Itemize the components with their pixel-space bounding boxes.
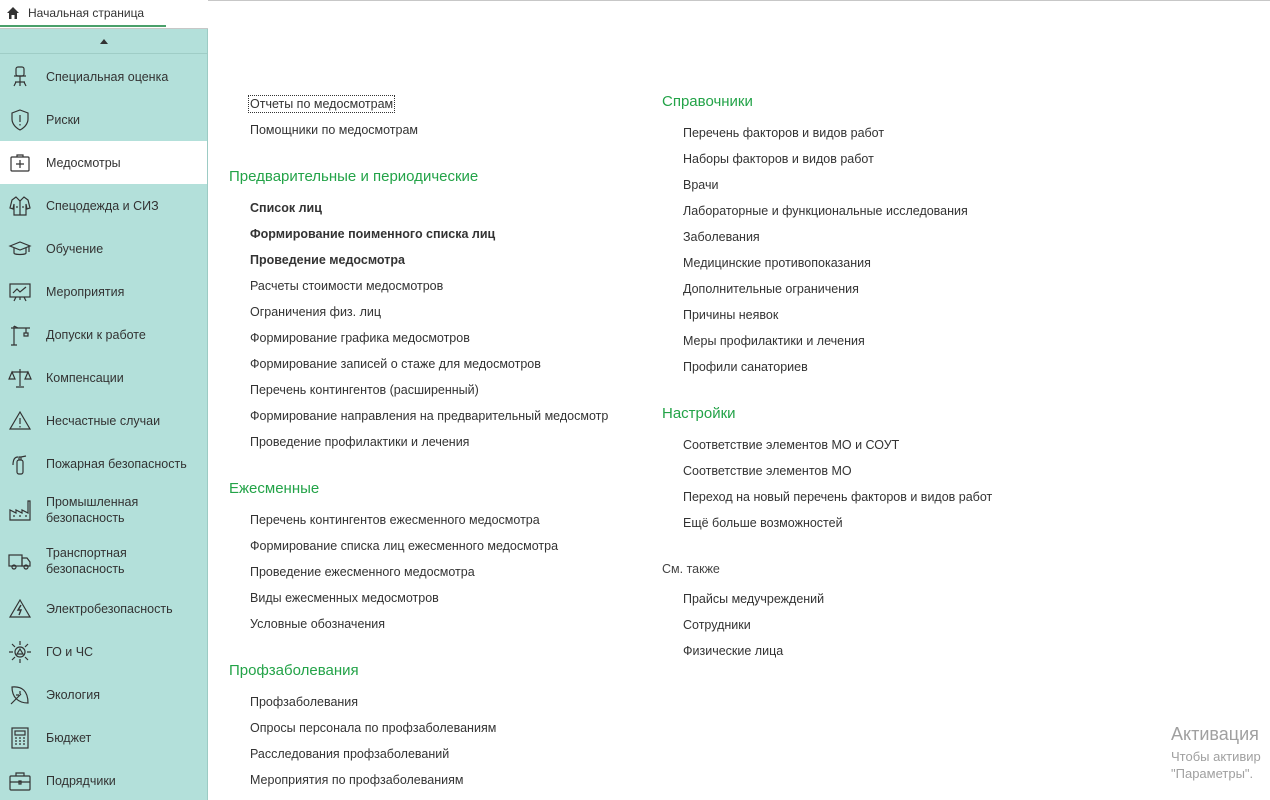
- link-doctors[interactable]: Врачи: [683, 178, 719, 192]
- link-mapping-mo[interactable]: Соответствие элементов МО: [683, 464, 852, 478]
- graduation-cap-icon: [8, 237, 32, 261]
- link-lab-research[interactable]: Лабораторные и функциональные исследования: [683, 204, 968, 218]
- sidebar-item-industrial-safety[interactable]: [0, 485, 207, 535]
- main-content: [208, 0, 1270, 800]
- link-staff-surveys[interactable]: Опросы персонала по профзаболеваниям: [250, 721, 497, 735]
- link-disease-activities[interactable]: Мероприятия по профзаболеваниям: [250, 773, 464, 787]
- link-employees[interactable]: Сотрудники: [683, 618, 751, 632]
- tab-bar: [0, 0, 208, 29]
- link-prevention-measures[interactable]: Меры профилактики и лечения: [683, 334, 865, 348]
- link-mapping-mo-sout[interactable]: Соответствие элементов МО и СОУТ: [683, 438, 900, 452]
- calculator-icon: [8, 726, 32, 750]
- sidebar-item-electrical-safety[interactable]: [0, 587, 207, 630]
- sidebar-item-label: Бюджет: [46, 730, 92, 745]
- link-legend[interactable]: Условные обозначения: [250, 617, 386, 631]
- sidebar-item-ecology[interactable]: [0, 673, 207, 716]
- sidebar-item-label: Подрядчики: [46, 773, 116, 788]
- link-person-restrictions[interactable]: Ограничения физ. лиц: [250, 305, 382, 319]
- watermark-line: "Параметры".: [1171, 766, 1254, 781]
- section-title-per-shift: Ежесменные: [229, 480, 320, 497]
- link-shift-persons-list[interactable]: Формирование списка лиц ежесменного медосмотра: [250, 539, 559, 553]
- warning-icon: [8, 409, 32, 433]
- sidebar-item-label: Мероприятия: [46, 284, 125, 299]
- jacket-icon: [8, 194, 32, 218]
- section-title-directories: Справочники: [662, 93, 753, 110]
- link-contingents-extended[interactable]: Перечень контингентов (расширенный): [250, 383, 479, 397]
- sidebar-item-label: Допуски к работе: [46, 327, 146, 342]
- watermark-line: Чтобы активир: [1171, 749, 1261, 764]
- sidebar-item-label: Пожарная безопасность: [46, 456, 187, 471]
- sidebar-item-accidents[interactable]: [0, 399, 207, 442]
- chevron-up-icon: [100, 39, 108, 44]
- link-more-features[interactable]: Ещё больше возможностей: [683, 516, 843, 530]
- sidebar-item-activities[interactable]: [0, 270, 207, 313]
- link-exam-reports[interactable]: Отчеты по медосмотрам: [250, 97, 394, 111]
- link-shift-exam-types[interactable]: Виды ежесменных медосмотров: [250, 591, 439, 605]
- link-exam-schedule[interactable]: Формирование графика медосмотров: [250, 331, 470, 345]
- presentation-board-icon: [8, 280, 32, 304]
- sidebar-item-label: Обучение: [46, 241, 104, 256]
- sidebar-item-special-assessment[interactable]: [0, 55, 207, 98]
- link-price-lists[interactable]: Прайсы медучреждений: [683, 592, 825, 606]
- sidebar: [0, 29, 208, 800]
- link-exam-assistants[interactable]: Помощники по медосмотрам: [250, 123, 419, 137]
- sidebar-item-label: Электробезопасность: [46, 601, 173, 616]
- shield-icon: [8, 108, 32, 132]
- link-individuals[interactable]: Физические лица: [683, 644, 784, 658]
- link-occupational-diseases[interactable]: Профзаболевания: [250, 695, 359, 709]
- link-named-list[interactable]: Формирование поименного списка лиц: [250, 227, 496, 241]
- section-title-settings: Настройки: [662, 405, 736, 422]
- link-conduct-exam[interactable]: Проведение медосмотра: [250, 253, 405, 267]
- sidebar-item-risks[interactable]: [0, 98, 207, 141]
- leaf-icon: [8, 683, 32, 707]
- sidebar-item-civil-defense[interactable]: [0, 630, 207, 673]
- chair-icon: [8, 65, 32, 89]
- sidebar-item-label: Экология: [46, 687, 100, 702]
- sidebar-item-workwear[interactable]: [0, 184, 207, 227]
- watermark-title: Активация: [1171, 724, 1259, 744]
- civil-defense-icon: [8, 640, 32, 664]
- link-persons-list[interactable]: Список лиц: [250, 201, 322, 215]
- link-absence-reasons[interactable]: Причины неявок: [683, 308, 779, 322]
- link-referral[interactable]: Формирование направления на предварительный медосмотр: [250, 409, 609, 423]
- sidebar-item-work-permits[interactable]: [0, 313, 207, 356]
- activation-watermark: [1171, 724, 1270, 781]
- sidebar-item-transport-safety[interactable]: [0, 536, 207, 586]
- link-shift-contingents[interactable]: Перечень контингентов ежесменного медосмотра: [250, 513, 540, 527]
- sidebar-item-medical-exams[interactable]: [0, 141, 207, 184]
- link-disease-investigations[interactable]: Расследования профзаболеваний: [250, 747, 450, 761]
- section-title-occupational-diseases: Профзаболевания: [229, 662, 359, 679]
- link-migration-new-list[interactable]: Переход на новый перечень факторов и видов работ: [683, 490, 993, 504]
- sidebar-item-label: Специальная оценка: [46, 69, 169, 84]
- link-contraindications[interactable]: Медицинские противопоказания: [683, 256, 871, 270]
- link-prevention-treatment[interactable]: Проведение профилактики и лечения: [250, 435, 470, 449]
- link-exam-costs[interactable]: Расчеты стоимости медосмотров: [250, 279, 444, 293]
- sidebar-item-compensation[interactable]: [0, 356, 207, 399]
- sidebar-item-training[interactable]: [0, 227, 207, 270]
- link-additional-restrictions[interactable]: Дополнительные ограничения: [683, 282, 859, 296]
- sidebar-item-label: Риски: [46, 112, 81, 127]
- link-diseases[interactable]: Заболевания: [683, 230, 760, 244]
- tab-home-label: Начальная страница: [28, 5, 145, 20]
- sidebar-item-label: Компенсации: [46, 370, 124, 385]
- sidebar-item-label: Медосмотры: [46, 155, 121, 170]
- home-icon: [6, 6, 20, 20]
- section-title-preliminary: Предварительные и периодические: [229, 168, 479, 185]
- sidebar-item-budget[interactable]: [0, 716, 207, 759]
- sidebar-item-contractors[interactable]: [0, 759, 207, 800]
- link-sanatorium-profiles[interactable]: Профили санаториев: [683, 360, 808, 374]
- link-factor-sets[interactable]: Наборы факторов и видов работ: [683, 152, 874, 166]
- link-conduct-shift-exam[interactable]: Проведение ежесменного медосмотра: [250, 565, 475, 579]
- sidebar-scroll-up-button[interactable]: [0, 29, 207, 54]
- sidebar-item-label: Несчастные случаи: [46, 413, 161, 428]
- scales-icon: [8, 366, 32, 390]
- sidebar-item-label: Спецодежда и СИЗ: [46, 198, 159, 213]
- fire-extinguisher-icon: [8, 452, 32, 476]
- factory-icon: [8, 498, 32, 522]
- tab-home[interactable]: [0, 0, 166, 27]
- sidebar-item-label: ГО и ЧС: [46, 644, 94, 659]
- crane-icon: [8, 323, 32, 347]
- sidebar-item-label: Промышленная безопасность: [46, 495, 139, 525]
- link-factors-list[interactable]: Перечень факторов и видов работ: [683, 126, 885, 140]
- briefcase-icon: [8, 769, 32, 793]
- electric-warning-icon: [8, 597, 32, 621]
- see-also-title: См. также: [662, 562, 720, 576]
- truck-icon: [8, 549, 32, 573]
- link-experience-records[interactable]: Формирование записей о стаже для медосмотров: [250, 357, 541, 371]
- sidebar-item-label: Транспортная безопасность: [46, 546, 127, 576]
- medkit-icon: [8, 151, 32, 175]
- sidebar-item-fire-safety[interactable]: [0, 442, 207, 485]
